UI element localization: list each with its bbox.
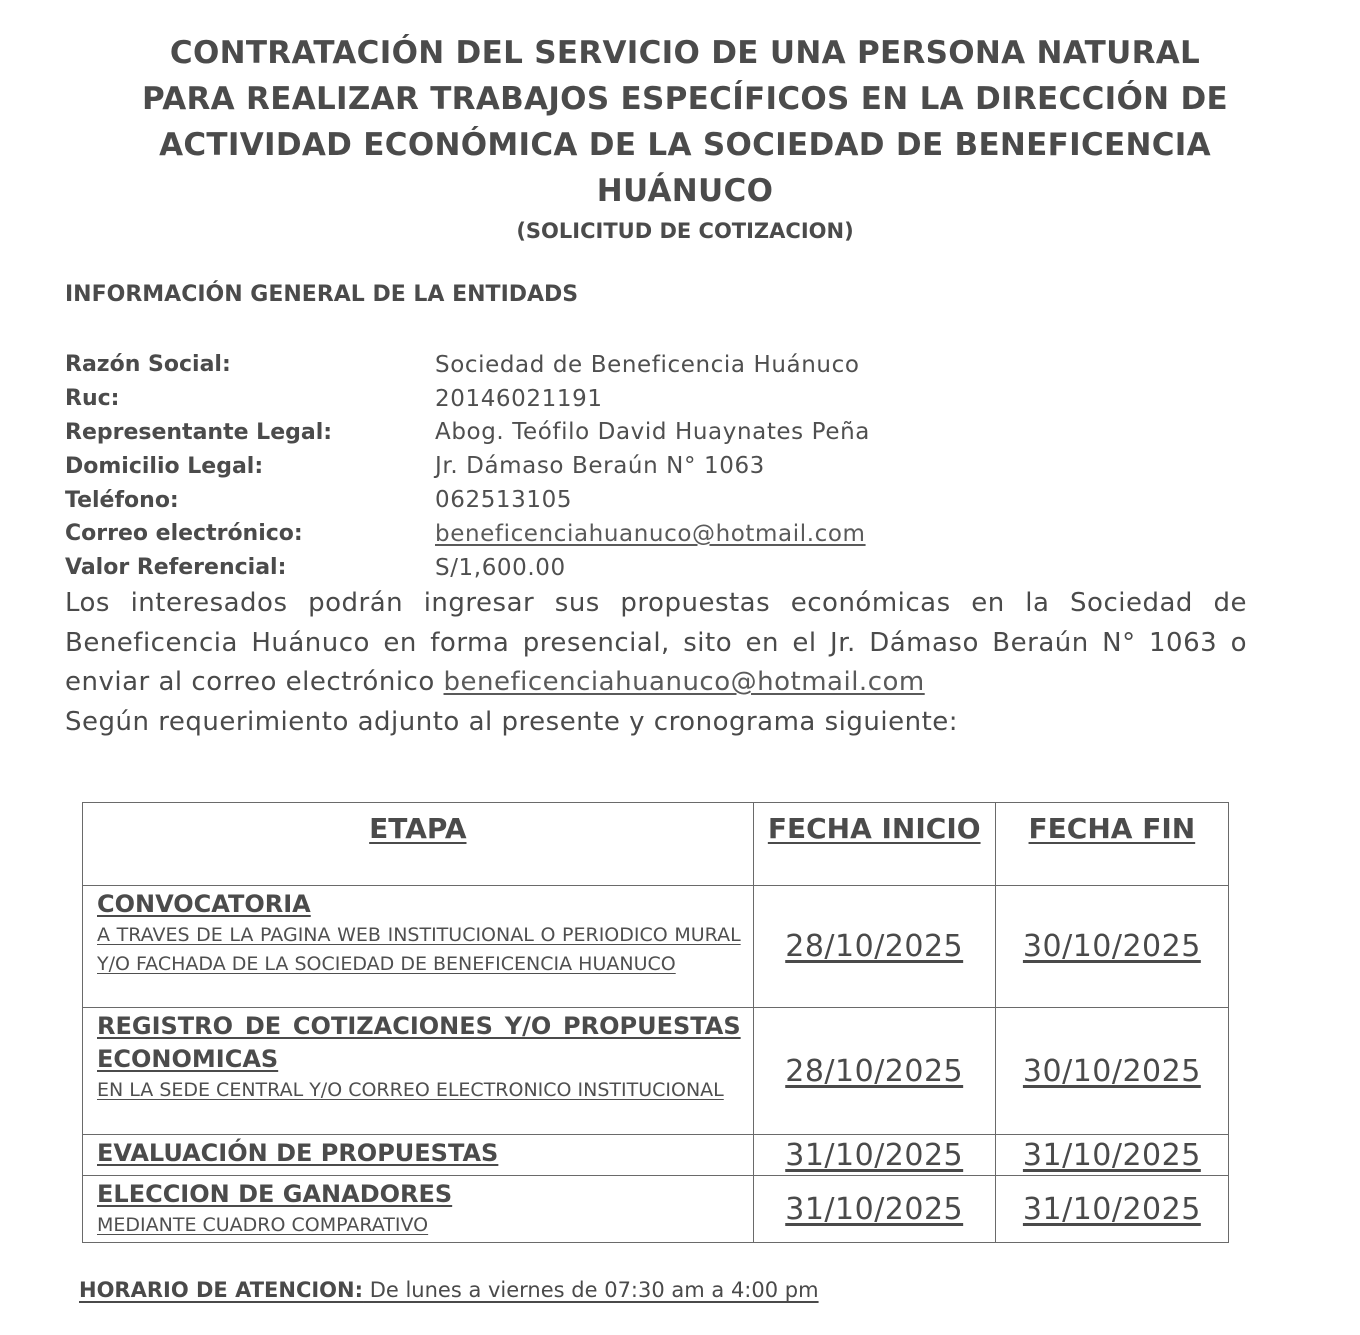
fecha-fin-cell: 31/10/2025 bbox=[995, 1176, 1228, 1243]
title-line-3: ACTIVIDAD ECONÓMICA DE LA SOCIEDAD DE BENEFICENCIA bbox=[159, 127, 1211, 163]
fecha-inicio-cell: 28/10/2025 bbox=[753, 1008, 995, 1135]
info-value: 20146021191 bbox=[435, 385, 603, 412]
info-row-razon-social bbox=[65, 348, 870, 382]
fecha-inicio-cell: 31/10/2025 bbox=[753, 1176, 995, 1243]
etapa-cell bbox=[83, 886, 754, 1008]
etapa-title: REGISTRO DE COTIZACIONES Y/O PROPUESTAS ECONOMICAS bbox=[97, 1012, 741, 1073]
paragraph-submission-text: Los interesados podrán ingresar sus propuestas económicas en la Sociedad de Beneficencia Huánuco en forma presencial, sito en el Jr. Dámaso Beraún N° 1063 o enviar al correo electrónico bbox=[65, 588, 1247, 697]
header-fecha-fin: FECHA FIN bbox=[995, 803, 1228, 886]
office-hours-label: HORARIO DE ATENCION: bbox=[79, 1278, 364, 1302]
etapa-title: EVALUACIÓN DE PROPUESTAS bbox=[97, 1139, 499, 1167]
etapa-description: EN LA SEDE CENTRAL Y/O CORREO ELECTRONICO INSTITUCIONAL bbox=[97, 1079, 724, 1101]
info-row-valor-referencial bbox=[65, 551, 870, 585]
entity-info-list bbox=[65, 348, 870, 585]
etapa-title: ELECCION DE GANADORES bbox=[97, 1180, 453, 1208]
schedule-header-row bbox=[83, 803, 1229, 886]
etapa-cell bbox=[83, 1176, 754, 1243]
info-label: Razón Social: bbox=[65, 352, 231, 378]
info-label: Domicilio Legal: bbox=[65, 453, 264, 479]
table-row bbox=[83, 886, 1229, 1008]
info-label: Teléfono: bbox=[65, 487, 179, 513]
title-line-4: HUÁNUCO bbox=[596, 173, 774, 209]
etapa-cell bbox=[83, 1008, 754, 1135]
email-link[interactable]: beneficenciahuanuco@hotmail.com bbox=[435, 520, 866, 547]
info-value: Jr. Dámaso Beraún N° 1063 bbox=[435, 453, 765, 480]
email-link[interactable]: beneficenciahuanuco@hotmail.com bbox=[443, 667, 925, 697]
paragraph-schedule-intro: Según requerimiento adjunto al presente y cronograma siguiente: bbox=[65, 706, 959, 737]
info-row-correo bbox=[65, 517, 870, 551]
info-row-domicilio bbox=[65, 449, 870, 483]
office-hours bbox=[65, 1278, 819, 1302]
info-label: Ruc: bbox=[65, 386, 120, 412]
etapa-description: MEDIANTE CUADRO COMPARATIVO bbox=[97, 1214, 429, 1236]
fecha-inicio-cell: 31/10/2025 bbox=[753, 1135, 995, 1176]
info-value: Sociedad de Beneficencia Huánuco bbox=[435, 351, 860, 378]
fecha-inicio-cell: 28/10/2025 bbox=[753, 886, 995, 1008]
info-value: Abog. Teófilo David Huaynates Peña bbox=[435, 419, 870, 446]
document-subtitle: (SOLICITUD DE COTIZACION) bbox=[516, 219, 854, 243]
etapa-description: A TRAVES DE LA PAGINA WEB INSTITUCIONAL O PERIODICO MURAL Y/O FACHADA DE LA SOCIEDAD DE BENEFICENCIA HUANUCO bbox=[97, 924, 741, 975]
header-etapa: ETAPA bbox=[83, 803, 754, 886]
info-row-telefono bbox=[65, 483, 870, 517]
info-label: Representante Legal: bbox=[65, 419, 333, 445]
info-label: Valor Referencial: bbox=[65, 555, 287, 581]
header-fecha-inicio: FECHA INICIO bbox=[753, 803, 995, 886]
table-row bbox=[83, 1008, 1229, 1135]
fecha-fin-cell: 31/10/2025 bbox=[995, 1135, 1228, 1176]
etapa-cell bbox=[83, 1135, 754, 1176]
title-line-2: PARA REALIZAR TRABAJOS ESPECÍFICOS EN LA DIRECCIÓN DE bbox=[142, 81, 1228, 117]
info-row-representante bbox=[65, 416, 870, 450]
info-value: 062513105 bbox=[435, 487, 573, 514]
table-row bbox=[83, 1176, 1229, 1243]
schedule-table bbox=[82, 802, 1229, 1243]
instructions-text bbox=[65, 584, 1247, 742]
etapa-title: CONVOCATORIA bbox=[97, 890, 311, 918]
document-title bbox=[60, 30, 1310, 246]
info-value: S/1,600.00 bbox=[435, 554, 566, 581]
info-label: Correo electrónico: bbox=[65, 521, 303, 547]
office-hours-value: De lunes a viernes de 07:30 am a 4:00 pm bbox=[363, 1278, 819, 1302]
table-row bbox=[83, 1135, 1229, 1176]
title-line-1: CONTRATACIÓN DEL SERVICIO DE UNA PERSONA NATURAL bbox=[169, 35, 1201, 71]
paragraph-submission bbox=[65, 584, 1247, 703]
fecha-fin-cell: 30/10/2025 bbox=[995, 886, 1228, 1008]
entity-info-heading: INFORMACIÓN GENERAL DE LA ENTIDADS bbox=[65, 282, 579, 307]
fecha-fin-cell: 30/10/2025 bbox=[995, 1008, 1228, 1135]
info-row-ruc bbox=[65, 382, 870, 416]
